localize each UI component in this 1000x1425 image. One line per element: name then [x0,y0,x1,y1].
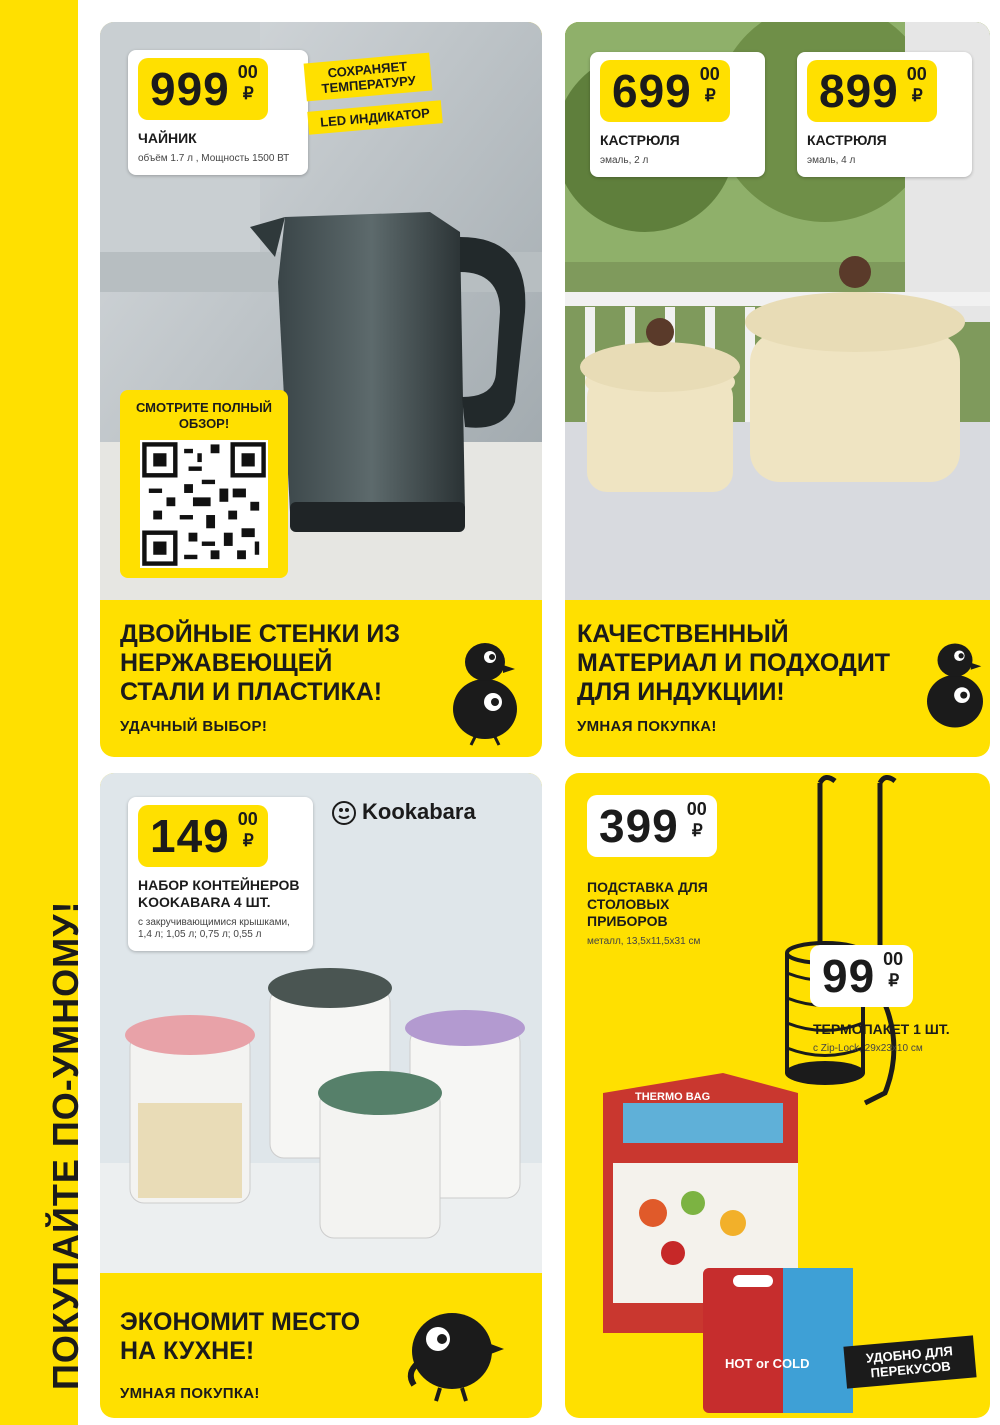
pot-small-price-cents: 00 [699,64,720,84]
bird-mascot-icon [920,627,990,737]
kettle-desc: объём 1.7 л , Мощность 1500 ВТ [138,153,290,164]
kettle-qr-card [120,390,288,578]
bag-price-main: 99 [822,950,876,1002]
side-banner [0,0,86,1425]
bag-desc: с Zip-Lock, 29х23х10 см [813,1043,923,1054]
pots-panel [565,22,990,757]
holder-price-main: 399 [599,800,679,852]
containers-name: НАБОР КОНТЕЙНЕРОВ KOOKABARA 4 ШТ. [138,877,300,910]
pot-large-price-card [797,52,972,177]
containers-desc: с закручивающимися крышками, 1,4 л; 1,05 л; 0,75 л; 0,55 л [138,917,290,940]
containers-price-card [128,797,313,951]
pots-headline: КАЧЕСТВЕННЫЙ МАТЕРИАЛ И ПОДХОДИТ ДЛЯ ИНДУКЦИИ! [577,620,891,706]
bag-price-cents: 00 [883,949,904,969]
kettle-headline: ДВОЙНЫЕ СТЕНКИ ИЗ НЕРЖАВЕЮЩЕЙ СТАЛИ И ПЛАСТИКА! [120,620,401,706]
holder-price [587,795,717,857]
pots-tagline: УМНАЯ ПОКУПКА! [577,718,717,735]
pot-large-desc: эмаль, 4 л [807,155,856,166]
containers-currency: ₽ [242,831,254,850]
thermo-bag-photo [583,1063,853,1418]
kettle-currency: ₽ [242,84,254,103]
holder-price-card [587,795,732,948]
pot-large-price-main: 899 [819,65,899,117]
holder-desc: металл, 13,5х11,5х31 см [587,936,701,947]
containers-price-cents: 00 [237,809,258,829]
bag-price [810,945,913,1007]
bag-name: ТЕРМОПАКЕТ 1 ШТ. [813,1021,950,1037]
bag-pack-label-2: HOT or COLD [725,1356,810,1371]
containers-price-main: 149 [150,810,230,862]
holder-name: ПОДСТАВКА ДЛЯ СТОЛОВЫХ ПРИБОРОВ [587,879,708,929]
pot-large-name: КАСТРЮЛЯ [807,132,887,148]
kettle-price-card [128,50,308,175]
pot-large-price-cents: 00 [906,64,927,84]
kettle-price-cents: 00 [237,62,258,82]
kettle-name: ЧАЙНИК [138,130,197,146]
bird-mascot-icon [400,1293,510,1403]
containers-price [138,805,268,867]
kettle-price [138,58,268,120]
pot-small-name: КАСТРЮЛЯ [600,132,680,148]
bag-price-card [810,945,940,1007]
kettle-feature-sticker-1: СОХРАНЯЕТ ТЕМПЕРАТУРУ [304,53,433,102]
kettle-panel [100,22,542,757]
pot-small-price [600,60,730,122]
holder-price-cents: 00 [686,799,707,819]
kettle-feature-sticker-2: LED ИНДИКАТОР [307,100,442,135]
qr-title: СМОТРИТЕ ПОЛНЫЙ ОБЗОР! [135,400,273,431]
kettle-price-main: 999 [150,63,230,115]
qr-code-icon[interactable] [140,440,268,568]
kookabara-logo-icon [330,799,358,827]
bag-badge: УДОБНО ДЛЯ ПЕРЕКУСОВ [843,1335,976,1388]
containers-panel [100,773,542,1418]
brand-logo: Kookabara [362,799,476,824]
bag-pack-label-1: THERMO BAG [635,1091,711,1103]
pot-large-price [807,60,937,122]
bird-mascot-icon [445,627,525,747]
kettle-tagline: УДАЧНЫЙ ВЫБОР! [120,718,268,735]
holder-panel [565,773,990,1418]
holder-currency: ₽ [691,821,703,840]
pot-large-currency: ₽ [911,86,923,105]
pot-small-desc: эмаль, 2 л [600,155,649,166]
side-banner-text: ПОКУПАЙТЕ ПО-УМНОМУ! [45,900,86,1390]
containers-tagline: УМНАЯ ПОКУПКА! [120,1385,260,1402]
containers-headline: ЭКОНОМИТ МЕСТО НА КУХНЕ! [120,1308,361,1365]
bag-currency: ₽ [888,971,900,990]
pot-small-currency: ₽ [704,86,716,105]
pot-small-price-main: 699 [612,65,692,117]
pot-small-price-card [590,52,765,177]
